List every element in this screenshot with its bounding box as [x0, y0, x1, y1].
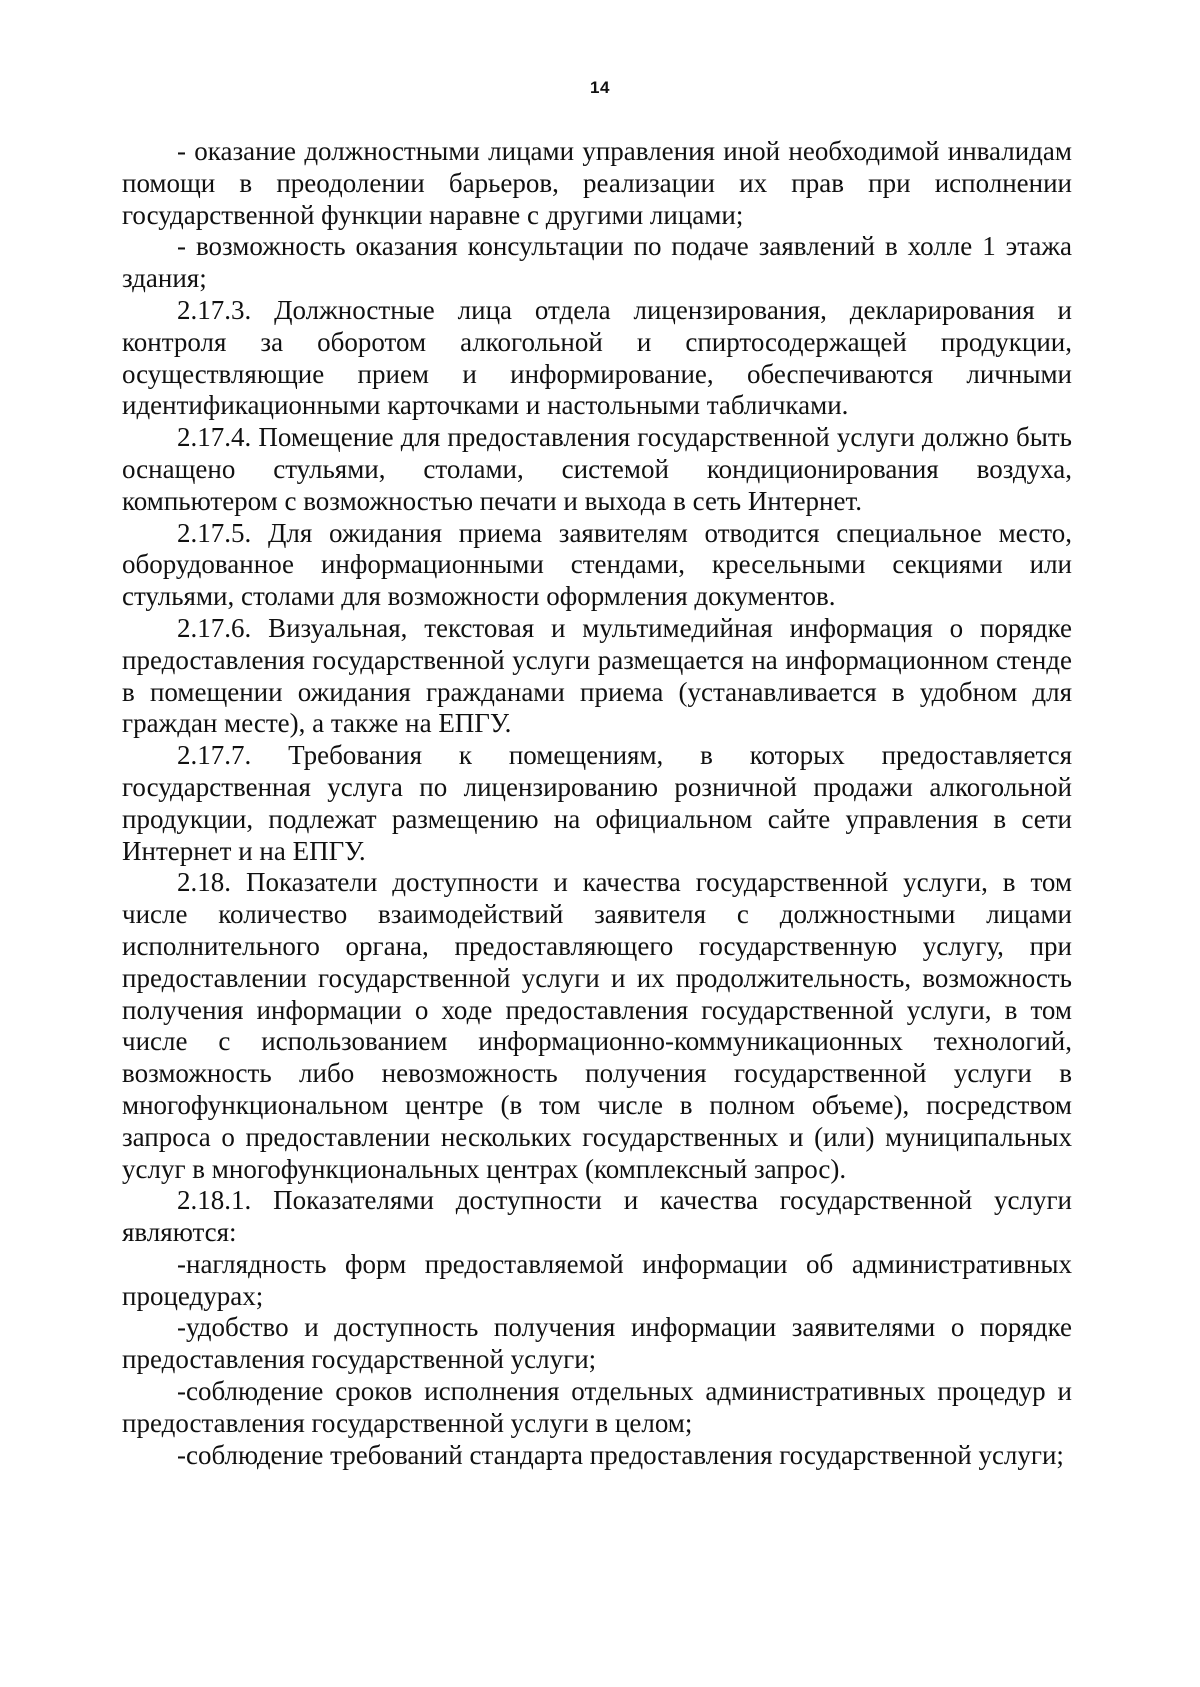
paragraph: 2.17.3. Должностные лица отдела лицензирования, декларирования и контроля за оборотом алкогольной и спиртосодержащей продукции, осуществляющие прием и информирование, обеспечиваются личными идентификационными карточками и настольными табличками. [122, 294, 1072, 421]
paragraph: 2.17.5. Для ожидания приема заявителям отводится специальное место, оборудованное информационными стендами, кресельными секциями или стульями, столами для возможности оформления документов. [122, 517, 1072, 612]
document-body [122, 136, 1072, 1471]
paragraph: - возможность оказания консультации по подаче заявлений в холле 1 этажа здания; [122, 231, 1072, 294]
paragraph: -соблюдение требований стандарта предоставления государственной услуги; [177, 1439, 1064, 1470]
paragraph: -удобство и доступность получения информации заявителями о порядке предоставления государственной услуги; [122, 1312, 1072, 1375]
paragraph: -соблюдение сроков исполнения отдельных административных процедур и предоставления государственной услуги в целом; [122, 1376, 1072, 1438]
paragraph: 2.18.1. Показателями доступности и качества государственной услуги являются: [122, 1185, 1072, 1248]
paragraph: 2.17.7. Требования к помещениям, в которых предоставляется государственная услуга по лицензированию розничной продажи алкогольной продукции, подлежат размещению на официальном сайте управления в сети Интернет и на ЕПГУ. [122, 740, 1072, 866]
page-number: 14 [590, 78, 610, 97]
paragraph: - оказание должностными лицами управления иной необходимой инвалидам помощи в преодолении барьеров, реализации их прав при исполнении государственной функции наравне с другими лицами; [122, 136, 1072, 230]
paragraph: 2.17.6. Визуальная, текстовая и мультимедийная информация о порядке предоставления государственной услуги размещается на информационном стенде в помещении ожидания гражданами приема (устанавливается в удобном для граждан месте), а также на ЕПГУ. [122, 612, 1072, 739]
paragraph: 2.18. Показатели доступности и качества государственной услуги, в том числе количество взаимодействий заявителя с должностными лицами исполнительного органа, предоставляющего государственную услугу, при предоставлении государственной услуги и их продолжительность, возможность получения информации о ходе предоставления государственной услуги, в том числе с использованием информационно-коммуникационных технологий, возможность либо невозможность получения государственной услуги в многофункциональном центре (в том числе в полном объеме), посредством запроса о предоставлении нескольких государственных и (или) муниципальных услуг в многофункциональных центрах (комплексный запрос). [122, 867, 1072, 1184]
paragraph: 2.17.4. Помещение для предоставления государственной услуги должно быть оснащено стульями, столами, системой кондиционирования воздуха, компьютером с возможностью печати и выхода в сеть Интернет. [122, 422, 1072, 516]
paragraph: -наглядность форм предоставляемой информации об административных процедурах; [122, 1248, 1072, 1311]
